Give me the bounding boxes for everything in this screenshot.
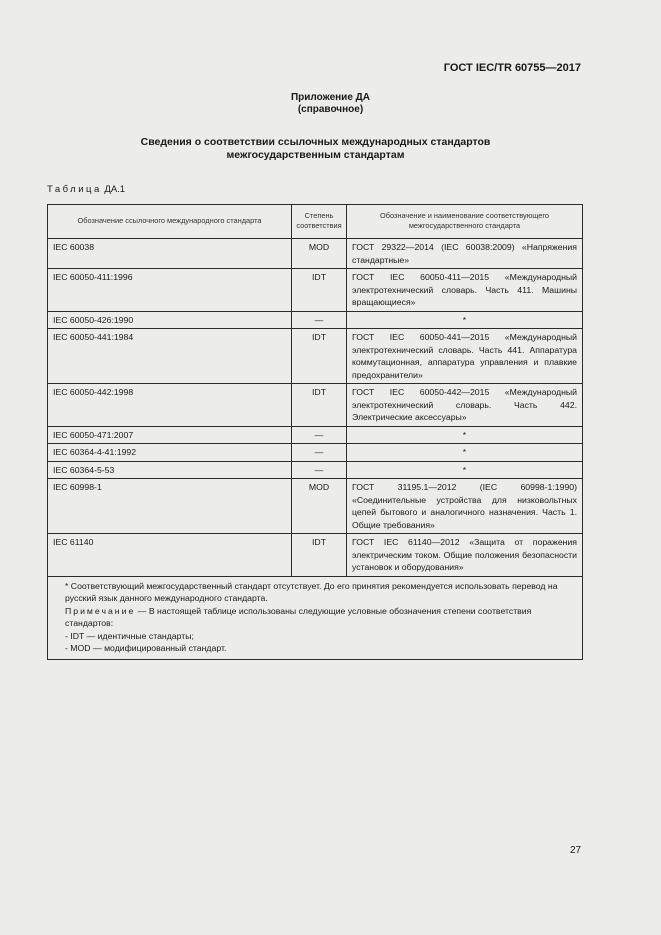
cell-degree: — (292, 426, 347, 444)
cell-degree: IDT (292, 384, 347, 427)
header-ref-standard: Обозначение ссылочного международного стандарта (48, 205, 292, 239)
document-code: ГОСТ IEC/TR 60755—2017 (443, 62, 581, 74)
table-row (48, 311, 583, 329)
cell-ref: IEC 60050-442:1998 (48, 384, 292, 427)
annex-subtitle: (справочное) (297, 104, 364, 115)
table-row (48, 329, 583, 384)
annex-heading (0, 92, 661, 116)
note-item-mod: - MOD — модифицированный стандарт. (65, 643, 227, 653)
table-notes (48, 576, 583, 659)
note-paragraph (53, 605, 577, 630)
cell-ref: IEC 60038 (48, 239, 292, 269)
table-row (48, 239, 583, 269)
cell-degree: IDT (292, 269, 347, 312)
cell-degree: IDT (292, 329, 347, 384)
footnote: * Соответствующий межгосударственный стандарт отсутствует. До его принятия рекомендуется использовать перевод на русский язык данного международного стандарта. (65, 580, 558, 603)
cell-degree: MOD (292, 239, 347, 269)
cell-ref: IEC 60050-471:2007 (48, 426, 292, 444)
page-number: 27 (570, 845, 582, 856)
cell-ref: IEC 61140 (48, 534, 292, 577)
cell-national: * (347, 426, 583, 444)
cell-ref: IEC 60364-5-53 (48, 461, 292, 479)
annex-title: Приложение ДА (290, 92, 371, 103)
cell-national: ГОСТ 31195.1—2012 (IEC 60998-1:1990) «Соединительные устройства для низковольтных цепей бытового и аналогичного назначения. Часть 1. Общие требования» (347, 479, 583, 534)
note-item-idt: - IDT — идентичные стандарты; (65, 630, 194, 641)
note-label: Примечание (65, 605, 136, 616)
header-national-standard: Обозначение и наименование соответствующего межгосударственного стандарта (347, 205, 583, 239)
note-text: — В настоящей таблице использованы следующие условные обозначения степени соответствия стандартов: (65, 605, 532, 628)
section-title (0, 136, 631, 162)
table-row (48, 444, 583, 462)
table-notes-row (48, 576, 583, 659)
cell-ref: IEC 60998-1 (48, 479, 292, 534)
table-row (48, 269, 583, 312)
cell-national: * (347, 461, 583, 479)
table-row (48, 461, 583, 479)
cell-national: ГОСТ IEC 61140—2012 «Защита от поражения электрическим током. Общие положения безопасности установок и оборудования» (347, 534, 583, 577)
table-caption-prefix: Таблица (47, 184, 102, 195)
table-row (48, 426, 583, 444)
cell-national: * (347, 444, 583, 462)
table-row (48, 384, 583, 427)
cell-ref: IEC 60364-4-41:1992 (48, 444, 292, 462)
table-caption-number: ДА.1 (104, 184, 126, 195)
cell-ref: IEC 60050-426:1990 (48, 311, 292, 329)
cell-degree: IDT (292, 534, 347, 577)
cell-national: ГОСТ IEC 60050-442—2015 «Международный электротехнический словарь. Часть 442. Электрические аксессуары» (347, 384, 583, 427)
cell-national: ГОСТ IEC 60050-411—2015 «Международный электротехнический словарь. Часть 411. Машины вращающиеся» (347, 269, 583, 312)
cell-national: ГОСТ IEC 60050-441—2015 «Международный электротехнический словарь. Часть 441. Аппаратура коммутационная, аппаратура управления и плавкие предохранители» (347, 329, 583, 384)
table-row (48, 534, 583, 577)
cell-degree: — (292, 444, 347, 462)
cell-national: ГОСТ 29322—2014 (IEC 60038:2009) «Напряжения стандартные» (347, 239, 583, 269)
cell-degree: — (292, 311, 347, 329)
cell-ref: IEC 60050-411:1996 (48, 269, 292, 312)
table-header-row (48, 205, 583, 239)
section-title-line-1: Сведения о соответствии ссылочных международных стандартов (140, 136, 491, 148)
reference-standards-table (47, 204, 583, 660)
table-caption (47, 184, 125, 195)
cell-ref: IEC 60050-441:1984 (48, 329, 292, 384)
section-title-line-2: межгосударственным стандартам (226, 149, 405, 161)
header-degree: Степень соответствия (292, 205, 347, 239)
cell-degree: MOD (292, 479, 347, 534)
cell-degree: — (292, 461, 347, 479)
cell-national: * (347, 311, 583, 329)
table-row (48, 479, 583, 534)
